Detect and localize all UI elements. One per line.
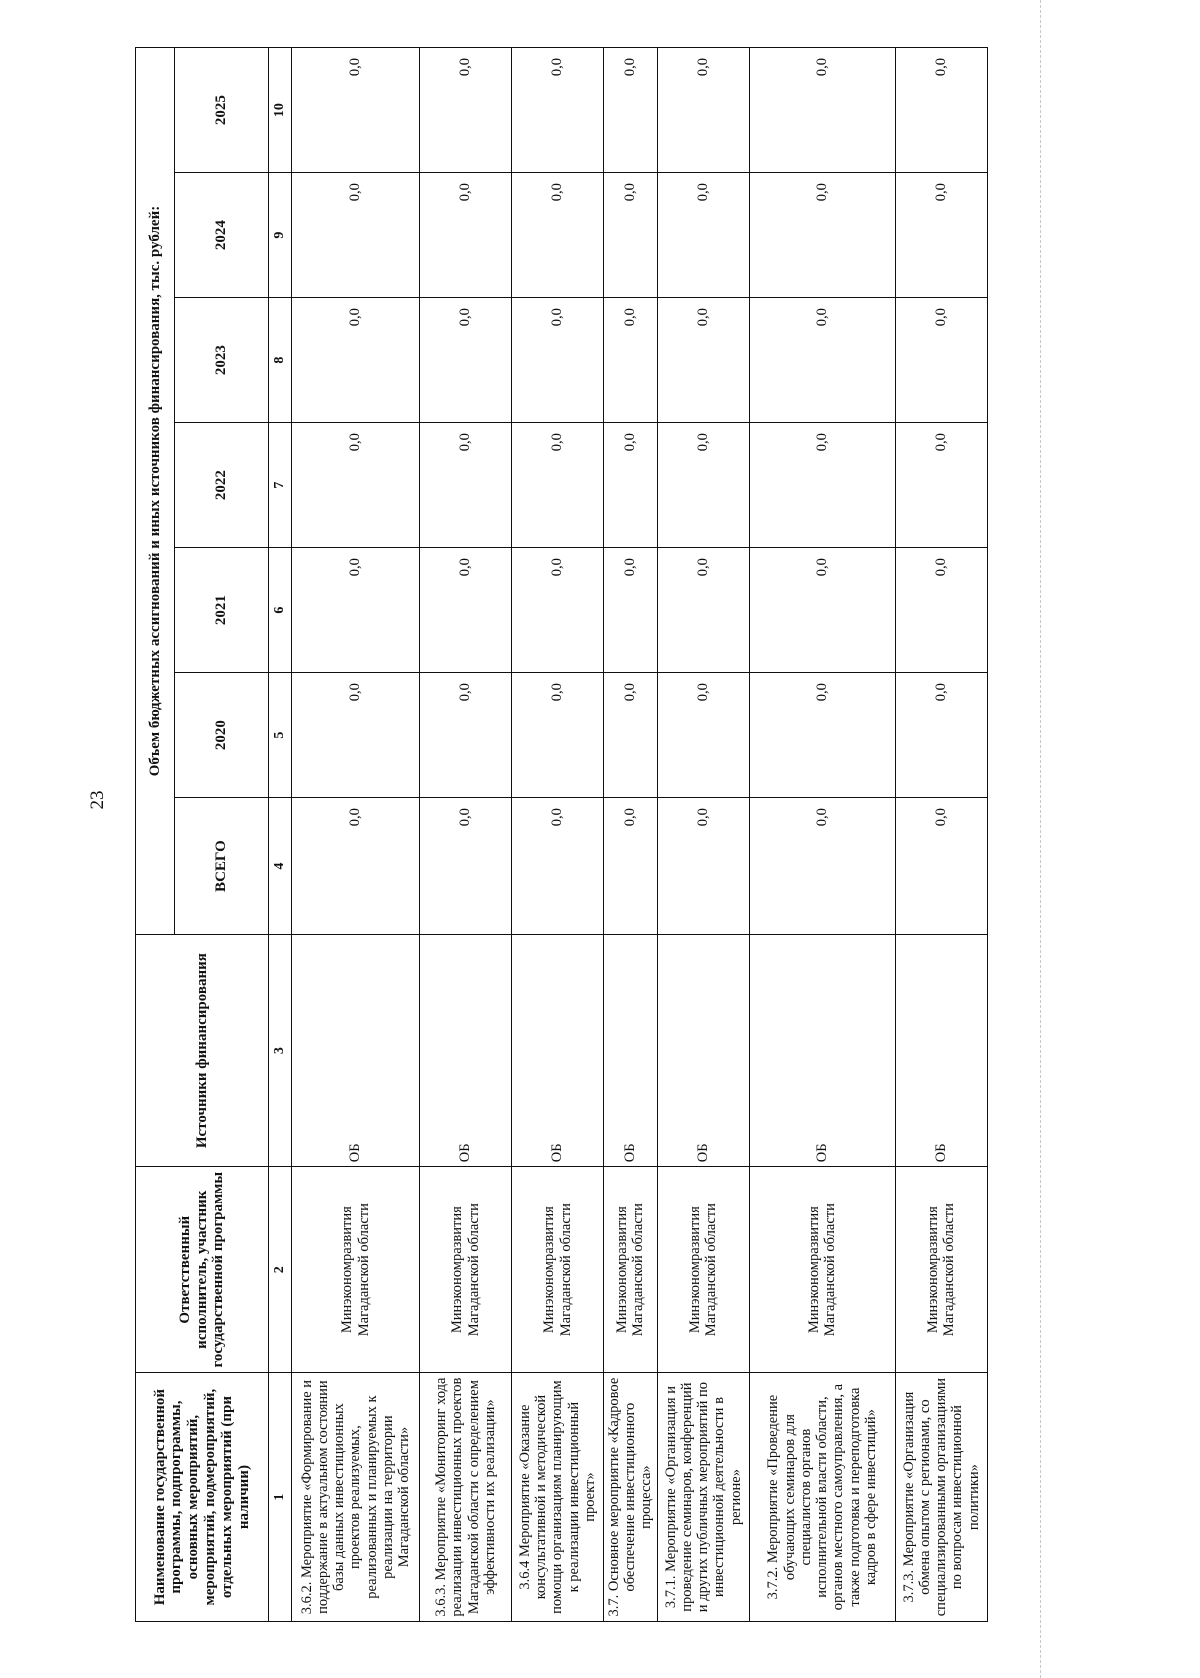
row-value: 0,0 xyxy=(895,423,987,548)
row-source: ОБ xyxy=(604,935,658,1167)
row-value: 0,0 xyxy=(292,423,420,548)
row-value: 0,0 xyxy=(420,673,512,798)
row-value: 0,0 xyxy=(749,298,895,423)
row-source: ОБ xyxy=(749,935,895,1167)
row-value: 0,0 xyxy=(657,798,749,935)
row-value: 0,0 xyxy=(749,548,895,673)
column-number: 10 xyxy=(269,48,292,173)
header-source: Источники финансирования xyxy=(136,935,269,1167)
row-value: 0,0 xyxy=(292,548,420,673)
row-name: 3.6.4 Мероприятие «Оказание консультативной и методической помощи организациям планирующим к реализации инвестиционный проект» xyxy=(512,1373,604,1622)
column-number: 6 xyxy=(269,548,292,673)
row-value: 0,0 xyxy=(895,548,987,673)
row-source: ОБ xyxy=(512,935,604,1167)
row-source: ОБ xyxy=(292,935,420,1167)
header-name: Наименование государственной программы, подпрограммы, основных мероприятий, мероприятий, подмероприятий, отдельных мероприятий (при наличии) xyxy=(136,1373,269,1622)
row-name: 3.7.2. Мероприятие «Проведение обучающих семинаров для специалистов органов исполнительной власти области, органов местного самоуправления, а также подготовка и переподготовка кадров в сфере инвестиций» xyxy=(749,1373,895,1622)
table-row xyxy=(895,48,987,1622)
row-value: 0,0 xyxy=(420,48,512,173)
row-executor: Минэкономразвития Магаданской области xyxy=(292,1167,420,1373)
row-executor: Минэкономразвития Магаданской области xyxy=(895,1167,987,1373)
row-value: 0,0 xyxy=(657,548,749,673)
row-value: 0,0 xyxy=(292,798,420,935)
table-row xyxy=(420,48,512,1622)
row-value: 0,0 xyxy=(604,298,658,423)
row-value: 0,0 xyxy=(292,48,420,173)
financing-table xyxy=(135,47,988,1622)
row-value: 0,0 xyxy=(604,48,658,173)
row-value: 0,0 xyxy=(512,173,604,298)
column-number: 3 xyxy=(269,935,292,1167)
header-year: 2021 xyxy=(175,548,269,673)
column-number: 5 xyxy=(269,673,292,798)
column-number: 9 xyxy=(269,173,292,298)
header-year: 2024 xyxy=(175,173,269,298)
row-value: 0,0 xyxy=(604,173,658,298)
row-value: 0,0 xyxy=(895,673,987,798)
row-value: 0,0 xyxy=(657,173,749,298)
row-executor: Минэкономразвития Магаданской области xyxy=(749,1167,895,1373)
row-source: ОБ xyxy=(657,935,749,1167)
header-volume: Объем бюджетных ассигнований и иных источников финансирования, тыс. рублей: xyxy=(136,48,175,935)
row-name: 3.6.2. Мероприятие «Формирование и поддержание в актуальном состоянии базы данных инвестиционных проектов реализуемых, реализованных и планируемых к реализации на территории Магаданской области» xyxy=(292,1373,420,1622)
column-number: 7 xyxy=(269,423,292,548)
table-row xyxy=(749,48,895,1622)
header-year: 2020 xyxy=(175,673,269,798)
row-value: 0,0 xyxy=(604,798,658,935)
row-executor: Минэкономразвития Магаданской области xyxy=(657,1167,749,1373)
column-number: 1 xyxy=(269,1373,292,1622)
table-row xyxy=(604,48,658,1622)
row-value: 0,0 xyxy=(512,673,604,798)
column-number: 4 xyxy=(269,798,292,935)
row-value: 0,0 xyxy=(749,48,895,173)
row-executor: Минэкономразвития Магаданской области xyxy=(512,1167,604,1373)
row-name: 3.7.3. Мероприятие «Организация обмена опытом с регионами, со специализированными организациями по вопросам инвестиционной политики» xyxy=(895,1373,987,1622)
row-executor: Минэкономразвития Магаданской области xyxy=(420,1167,512,1373)
row-executor: Минэкономразвития Магаданской области xyxy=(604,1167,658,1373)
row-value: 0,0 xyxy=(604,548,658,673)
row-value: 0,0 xyxy=(512,298,604,423)
row-name: 3.6.3. Мероприятие «Мониторинг хода реализации инвестиционных проектов Магаданской области с определением эффективности их реализации» xyxy=(420,1373,512,1622)
header-executor: Ответственный исполнитель, участник государственной программы xyxy=(136,1167,269,1373)
row-value: 0,0 xyxy=(749,423,895,548)
row-value: 0,0 xyxy=(657,48,749,173)
row-value: 0,0 xyxy=(657,298,749,423)
row-value: 0,0 xyxy=(749,173,895,298)
row-value: 0,0 xyxy=(512,798,604,935)
column-number: 2 xyxy=(269,1167,292,1373)
row-value: 0,0 xyxy=(895,298,987,423)
row-value: 0,0 xyxy=(895,798,987,935)
table-row xyxy=(512,48,604,1622)
row-value: 0,0 xyxy=(292,298,420,423)
table-row xyxy=(657,48,749,1622)
row-value: 0,0 xyxy=(292,673,420,798)
row-value: 0,0 xyxy=(604,673,658,798)
row-value: 0,0 xyxy=(512,548,604,673)
row-value: 0,0 xyxy=(420,298,512,423)
row-value: 0,0 xyxy=(420,423,512,548)
row-value: 0,0 xyxy=(749,673,895,798)
row-value: 0,0 xyxy=(512,423,604,548)
column-number-row xyxy=(269,48,292,1622)
row-value: 0,0 xyxy=(895,48,987,173)
row-name: 3.7.1. Мероприятие «Организация и проведение семинаров, конференций и других публичных мероприятий по инвестиционной деятельности в регионе» xyxy=(657,1373,749,1622)
header-year: 2022 xyxy=(175,423,269,548)
row-value: 0,0 xyxy=(420,798,512,935)
row-value: 0,0 xyxy=(292,173,420,298)
row-source: ОБ xyxy=(420,935,512,1167)
row-value: 0,0 xyxy=(420,173,512,298)
header-year: 2023 xyxy=(175,298,269,423)
row-value: 0,0 xyxy=(657,673,749,798)
row-value: 0,0 xyxy=(604,423,658,548)
row-value: 0,0 xyxy=(749,798,895,935)
page-number: 23 xyxy=(87,790,108,810)
header-total: ВСЕГО xyxy=(175,798,269,935)
row-value: 0,0 xyxy=(657,423,749,548)
row-value: 0,0 xyxy=(895,173,987,298)
header-year: 2025 xyxy=(175,48,269,173)
row-value: 0,0 xyxy=(420,548,512,673)
row-name: 3.7. Основное мероприятие «Кадровое обеспечение инвестиционного процесса» xyxy=(604,1373,658,1622)
table-row xyxy=(292,48,420,1622)
rotated-table-wrapper xyxy=(135,47,1043,1622)
row-value: 0,0 xyxy=(512,48,604,173)
row-source: ОБ xyxy=(895,935,987,1167)
column-number: 8 xyxy=(269,298,292,423)
